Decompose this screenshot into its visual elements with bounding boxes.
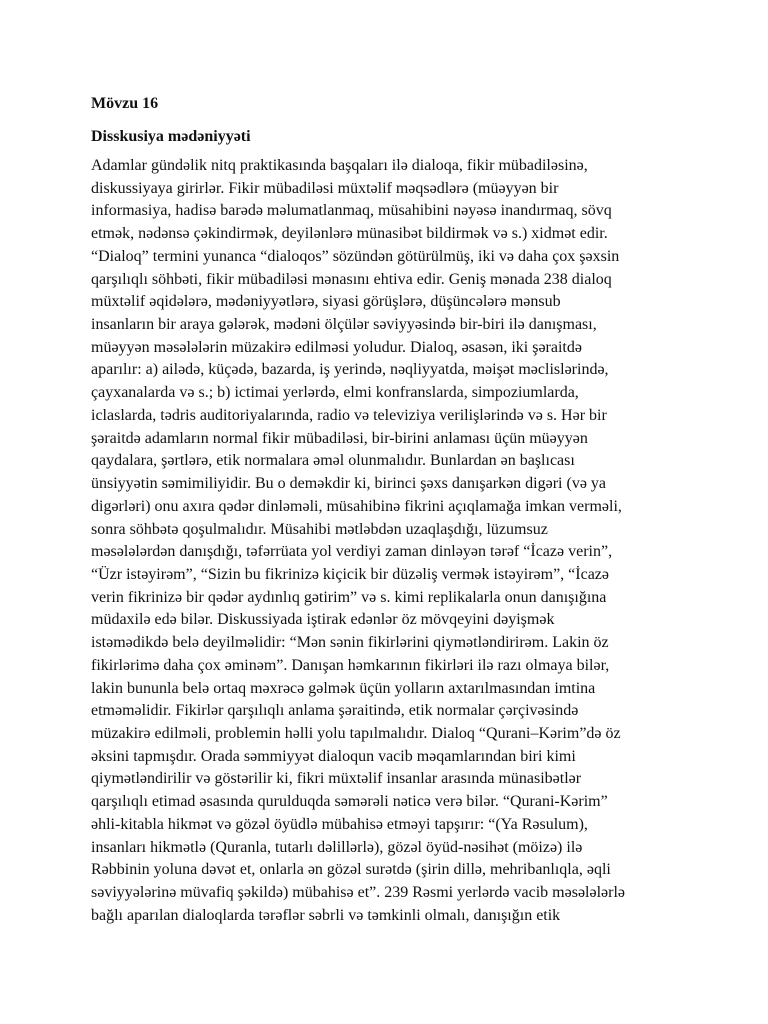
text-line: çayxanalarda və s.; b) ictimai yerlərdə, elmi konfranslarda, simpoziumlarda, [91, 384, 579, 402]
text-line: informasiya, hadisə barədə məlumatlanmaq, müsahibini nəyəsə inandırmaq, sövq [91, 202, 612, 220]
text-line: diskussiyaya girirlər. Fikir mübadiləsi müxtəlif məqsədlərə (müəyyən bir [91, 179, 559, 197]
text-line: əhli-kitabla hikmət və gözəl öyüdlə mübahisə etməyi tapşırır: “(Ya Rəsulum), [91, 815, 588, 833]
text-line: etməməlidir. Fikirlər qarşılıqlı anlama şəraitində, etik normalar çərçivəsində [91, 702, 579, 720]
text-line: sonra söhbətə qoşulmalıdır. Müsahibi mətləbdən uzaqlaşdığı, lüzumsuz [91, 520, 548, 538]
text-line: iclaslarda, tədris auditoriyalarında, radio və televiziya verilişlərində və s. Hər bir [91, 406, 607, 424]
text-line: verin fikrinizə bir qədər aydınlıq gətirim” və s. kimi replikalarla onun danışığına [91, 588, 607, 606]
text-line: əksini tapmışdır. Orada səmmiyyət dialoqun vacib məqamlarından biri kimi [91, 747, 576, 765]
text-line: Rəbbinin yoluna dəvət et, onlarla ən gözəl surətdə (şirin dillə, mehribanlıqla, əqli [91, 861, 611, 879]
text-line: bağlı aparılan dialoqlarda tərəflər səbrli və təmkinli olmalı, danışığın etik [91, 906, 561, 924]
text-line: etmək, nədənsə çəkindirmək, deyilənlərə münasibət bildirmək və s.) xidmət edir. [91, 225, 608, 243]
text-line: müdaxilə edə bilər. Diskussiyada iştirak edənlər öz mövqeyini dəyişmək [91, 611, 555, 629]
text-line: qaydalara, şərtlərə, etik normalara əməl olunmalıdır. Bunlardan ən başlıcası [91, 452, 575, 470]
text-line: müzakirə edilməli, problemin həlli yolu tapılmalıdır. Dialoq “Qurani–Kərim”də öz [91, 724, 621, 742]
text-line: aparılır: a) ailədə, küçədə, bazarda, iş yerində, nəqliyyatda, məişət məclislərində, [91, 361, 609, 379]
text-line: fikirlərimə daha çox əminəm”. Danışan həmkarının fikirləri ilə razı olmaya bilər, [91, 656, 610, 674]
text-line: “Dialoq” termini yunanca “dialoqos” sözündən götürülmüş, iki və daha çox şəxsin [91, 247, 620, 265]
text-line: qarşılıqlı etimad əsasında qurulduqda səmərəli nəticə verə bilər. “Qurani-Kərim” [91, 793, 608, 811]
text-line: “Üzr istəyirəm”, “Sizin bu fikrinizə kiçicik bir düzəliş vermək istəyirəm”, “İcazə [91, 565, 609, 583]
text-line: insanların bir araya gələrək, mədəni ölçülər səviyyəsində bir-biri ilə danışması, [91, 316, 597, 334]
text-line: Adamlar gündəlik nitq praktikasında başqaları ilə dialoqa, fikir mübadiləsinə, [91, 157, 588, 174]
text-line: qarşılıqlı söhbəti, fikir mübadiləsi mənasını ehtiva edir. Geniş mənada 238 dialoq [91, 270, 612, 288]
text-line: istəmədikdə belə deyilməlidir: “Mən sənin fikirlərini qiymətləndirirəm. Lakin öz [91, 634, 609, 652]
text-line: müəyyən məsələlərin müzakirə edilməsi yoludur. Dialoq, əsasən, iki şəraitdə [91, 338, 582, 356]
text-line: müxtəlif əqidələrə, mədəniyyətlərə, siyasi görüşlərə, düşüncələrə mənsub [91, 293, 561, 311]
text-line: lakin bununla belə ortaq məxrəcə gəlmək üçün yolların axtarılmasından imtina [91, 679, 596, 697]
text-line: qiymətləndirilir və göstərilir ki, fikri müxtəlif insanlar arasında münasibətlər [91, 770, 582, 788]
page-title: Disskusiya mədəniyyəti [91, 128, 251, 145]
body-paragraph [91, 155, 691, 927]
text-line: ünsiyyətin səmimiliyidir. Bu o deməkdir ki, birinci şəxs danışarkən digəri (və ya [91, 475, 607, 493]
text-line: məsələlərdən danışdığı, təfərrüata yol verdiyi zaman dinləyən tərəf “İcazə verin”, [91, 543, 613, 561]
text-line: insanları hikmətlə (Quranla, tutarlı dəlillərlə), gözəl öyüd-nəsihət (möizə) ilə [91, 838, 583, 856]
text-line: şəraitdə adamların normal fikir mübadiləsi, bir-birini anlaması üçün müəyyən [91, 429, 588, 447]
text-line: digərləri) onu axıra qədər dinləməli, müsahibinə fikrini açıqlamağa imkan verməli, [91, 497, 622, 515]
topic-heading: Mövzu 16 [91, 95, 159, 112]
text-line: səviyyələrinə müvafiq şəkildə) mübahisə et”. 239 Rəsmi yerlərdə vacib məsələlərlə [91, 884, 626, 901]
